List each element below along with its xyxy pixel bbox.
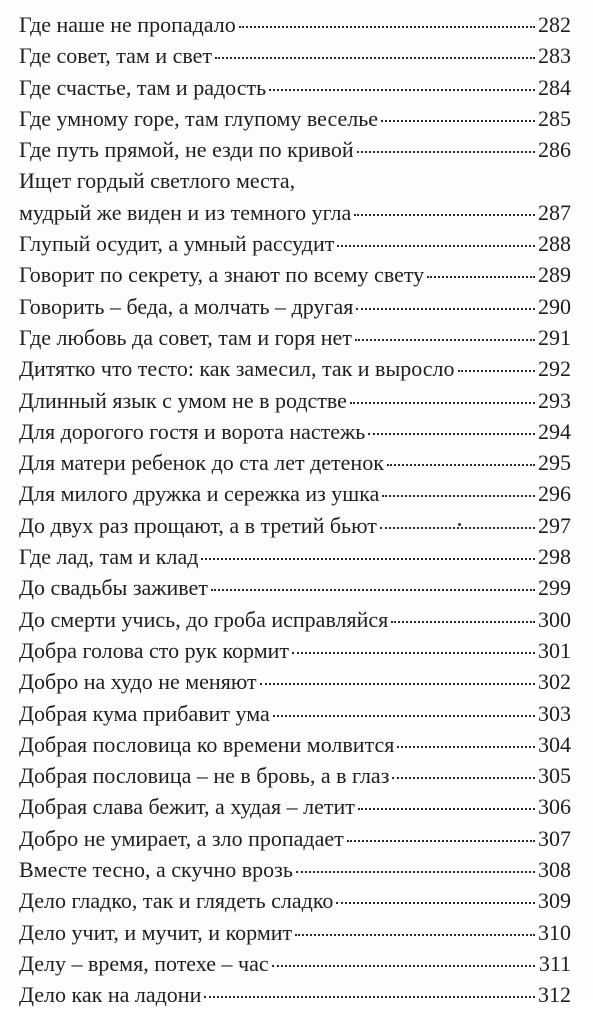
toc-entry: [19, 137, 571, 168]
toc-entry-page-number: 308: [538, 857, 571, 883]
toc-entry-title: До свадьбы заживет: [19, 575, 208, 601]
toc-entry-title: Длинный язык с умом не в родстве: [19, 387, 347, 413]
dot-leader: [368, 433, 535, 435]
dot-leader: [292, 652, 535, 654]
toc-entry: [19, 388, 571, 419]
toc-entry-page-number: 290: [538, 293, 571, 319]
toc-entry: [19, 106, 571, 137]
toc-entry: [19, 575, 571, 606]
toc-entry: [19, 75, 571, 106]
toc-entry-title: Где умному горе, там глупому веселье: [19, 105, 379, 131]
toc-entry-page-number: 282: [538, 12, 571, 37]
toc-entry-page-number: 296: [538, 481, 571, 507]
toc-entry-page-number: 288: [538, 231, 571, 257]
toc-entry-page-number: 310: [538, 919, 571, 945]
toc-entry-title: Где совет, там и свет: [19, 43, 213, 69]
toc-entry-title: Вместе тесно, а скучно врозь: [19, 857, 293, 883]
dot-leader: [269, 89, 535, 91]
toc-entry-page-number: 304: [538, 731, 571, 757]
toc-entry-page-number: 309: [538, 888, 571, 914]
toc-entry-page-number: 307: [538, 825, 571, 851]
dot-leader: [239, 26, 535, 28]
dot-leader: [336, 902, 535, 904]
toc-entry: [19, 450, 571, 481]
toc-entry-page-number: 284: [538, 74, 571, 100]
dot-leader: [380, 527, 535, 529]
dot-leader: [356, 308, 535, 310]
toc-entry: [19, 607, 571, 638]
toc-entry-title: Добро на худо не меняют: [19, 669, 257, 695]
toc-entry-page-number: 302: [538, 669, 571, 695]
toc-entry: [19, 982, 571, 1013]
toc-entry: [19, 888, 571, 919]
toc-entry-page-number: 293: [538, 387, 571, 413]
dot-leader: [350, 402, 535, 404]
dot-leader: [358, 808, 535, 810]
toc-entry-title: Дело учит, и мучит, и кормит: [19, 919, 293, 945]
dot-leader: [391, 621, 535, 623]
toc-entry-title: Ищет гордый светлого места,: [19, 168, 296, 194]
toc-entry: [19, 794, 571, 825]
toc-entry-title: Где путь прямой, не езди по кривой: [19, 137, 354, 163]
dot-leader: [382, 495, 535, 497]
table-of-contents: [19, 12, 571, 1014]
toc-entry: [19, 951, 571, 982]
toc-entry-page-number: 311: [538, 950, 571, 976]
toc-entry: [19, 325, 571, 356]
toc-entry-title: До двух раз прощают, а в третий бьют: [19, 512, 377, 538]
dot-leader: [337, 245, 535, 247]
toc-entry-title: Говорит по секрету, а знают по всему свету: [19, 262, 425, 288]
dot-leader: [427, 276, 535, 278]
dot-leader: [387, 464, 535, 466]
toc-entry-title: Делу – время, потехе – час: [19, 950, 269, 976]
dot-leader: [381, 120, 535, 122]
dot-leader: [215, 57, 535, 59]
toc-entry-page-number: 286: [538, 137, 571, 163]
toc-entry: [19, 732, 571, 763]
toc-entry-title: Где любовь да совет, там и горя нет: [19, 324, 352, 350]
dot-leader: [204, 996, 535, 998]
dot-leader: [201, 558, 535, 560]
toc-entry-title: До смерти учись, до гроба исправляйся: [19, 606, 389, 632]
toc-entry-page-number: 291: [538, 324, 571, 350]
toc-entry: [19, 419, 571, 450]
dot-leader: [355, 339, 535, 341]
toc-entry-page-number: 299: [538, 575, 571, 601]
dot-leader: [272, 965, 535, 967]
toc-entry-page-number: 295: [538, 450, 571, 476]
toc-entry: [19, 857, 571, 888]
toc-entry-title: Говорить – беда, а молчать – другая: [19, 293, 354, 319]
toc-entry-title: Добрая слава бежит, а худая – летит: [19, 794, 355, 820]
toc-entry-page-number: 306: [538, 794, 571, 820]
dot-leader: [211, 589, 535, 591]
dot-leader: [260, 683, 535, 685]
toc-entry-title: Добрая кума прибавит ума: [19, 700, 270, 726]
toc-entry-page-number: 287: [538, 199, 571, 225]
toc-entry-title: Добрая пословица – не в бровь, а в глаз: [19, 763, 390, 789]
toc-entry-title: мудрый же виден и из темного угла: [19, 199, 352, 225]
toc-entry-title: Добрая пословица ко времени молвится: [19, 731, 395, 757]
toc-entry-title: Дело как на ладони: [19, 982, 202, 1008]
dot-leader: [392, 777, 535, 779]
toc-entry-page-number: 303: [538, 700, 571, 726]
toc-entry-page-number: 292: [538, 356, 571, 382]
toc-entry: [19, 701, 571, 732]
toc-entry: [19, 763, 571, 794]
toc-entry-page-number: 312: [538, 982, 571, 1008]
toc-entry-title: Дело гладко, так и глядеть сладко: [19, 888, 334, 914]
toc-entry: [19, 356, 571, 387]
toc-entry-page-number: 298: [538, 544, 571, 570]
toc-entry-page-number: 300: [538, 606, 571, 632]
toc-entry: [19, 231, 571, 262]
toc-entry-page-number: 283: [538, 43, 571, 69]
toc-entry-page-number: 297: [538, 512, 571, 538]
toc-entry-title: Где счастье, там и радость: [19, 74, 267, 100]
toc-entry-title: Дитятко что тесто: как замесил, так и выросло: [19, 356, 455, 382]
toc-entry: [19, 481, 571, 512]
toc-entry: [19, 168, 571, 199]
toc-entry: [19, 513, 571, 544]
toc-entry-title: Где лад, там и клад: [19, 544, 199, 570]
print-speck: [458, 523, 461, 526]
toc-entry: [19, 200, 571, 231]
toc-entry-title: Для матери ребенок до ста лет детенок: [19, 450, 384, 476]
dot-leader: [273, 715, 535, 717]
toc-entry-title: Добра голова сто рук кормит: [19, 637, 290, 663]
toc-entry-page-number: 301: [538, 637, 571, 663]
toc-entry-title: Глупый осудит, а умный рассудит: [19, 231, 335, 257]
toc-entry: [19, 294, 571, 325]
toc-entry-page-number: 305: [538, 763, 571, 789]
toc-entry: [19, 262, 571, 293]
toc-entry: [19, 638, 571, 669]
dot-leader: [296, 871, 535, 873]
toc-entry-page-number: 294: [538, 418, 571, 444]
toc-entry-title: Где наше не пропадало: [19, 12, 236, 37]
toc-entry: [19, 12, 571, 43]
dot-leader: [295, 934, 535, 936]
dot-leader: [397, 746, 535, 748]
toc-entry-page-number: 289: [538, 262, 571, 288]
dot-leader: [347, 840, 535, 842]
toc-entry-title: Для дорогого гостя и ворота настежь: [19, 418, 366, 444]
dot-leader: [354, 214, 535, 216]
dot-leader: [357, 151, 535, 153]
toc-entry: [19, 669, 571, 700]
dot-leader: [458, 370, 535, 372]
toc-entry-title: Добро не умирает, а зло пропадает: [19, 825, 344, 851]
toc-entry: [19, 920, 571, 951]
toc-entry: [19, 826, 571, 857]
toc-entry: [19, 43, 571, 74]
toc-entry-title: Для милого дружка и сережка из ушка: [19, 481, 380, 507]
toc-entry-page-number: 285: [538, 105, 571, 131]
toc-entry: [19, 544, 571, 575]
